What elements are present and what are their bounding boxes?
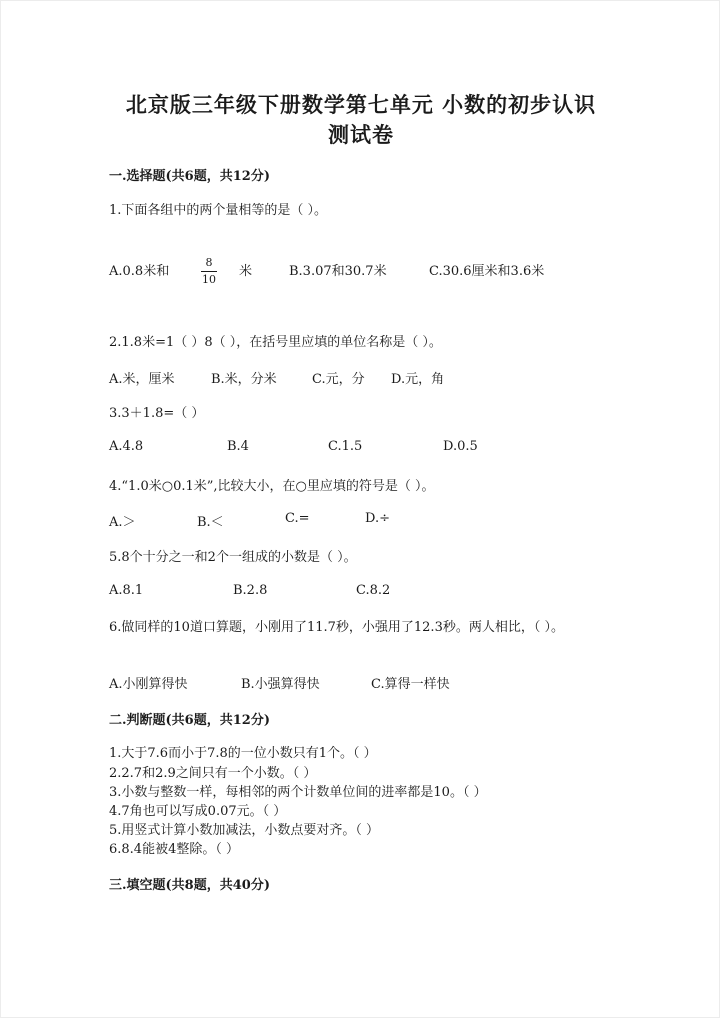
- q1-option-a-suffix: 米: [239, 264, 253, 279]
- q3-option-a: A.4.8: [109, 439, 144, 454]
- judgement-item-3: 3.小数与整数一样，每相邻的两个计数单位间的进率都是10。（ ）: [109, 785, 487, 800]
- q5-option-c: C.8.2: [356, 583, 391, 598]
- question-5-stem: 5.8个十分之一和2个一组成的小数是（ ）。: [109, 550, 357, 565]
- page-title-line2: 测试卷: [328, 122, 394, 147]
- q4-option-a: A.＞: [109, 515, 136, 530]
- q2-option-c: C.元，分: [312, 372, 365, 387]
- q3-option-d: D.0.5: [443, 439, 478, 454]
- q6-option-b: B.小强算得快: [241, 677, 320, 692]
- fraction-denominator: 10: [202, 273, 216, 286]
- q6-option-c: C.算得一样快: [371, 677, 450, 692]
- q2-option-a: A.米，厘米: [109, 372, 175, 387]
- q1-option-c: C.30.6厘米和3.6米: [429, 264, 545, 279]
- question-1-stem: 1.下面各组中的两个量相等的是（ ）。: [109, 203, 328, 218]
- q3-option-b: B.4: [227, 439, 249, 454]
- section-heading-fill-in: 三.填空题(共8题，共40分): [109, 878, 270, 893]
- fraction-eight-tenths: [201, 257, 217, 286]
- judgement-item-1: 1.大于7.6而小于7.8的一位小数只有1个。（ ）: [109, 746, 377, 761]
- q2-option-b: B.米，分米: [211, 372, 277, 387]
- q5-option-b: B.2.8: [233, 583, 268, 598]
- question-4-stem: 4.“1.0米○0.1米”,比较大小，在○里应填的符号是（ ）。: [109, 479, 435, 494]
- q3-option-c: C.1.5: [328, 439, 363, 454]
- q4-option-c: C.=: [285, 511, 310, 526]
- q5-option-a: A.8.1: [109, 583, 144, 598]
- q4-option-b: B.＜: [197, 515, 224, 530]
- page-title: 北京版三年级下册数学第七单元 小数的初步认识: [125, 92, 597, 117]
- q2-option-d: D.元，角: [391, 372, 445, 387]
- fraction-bar: [201, 271, 217, 272]
- question-3-stem: 3.3＋1.8=（ ）: [109, 406, 205, 421]
- question-2-stem: 2.1.8米=1（ ）8（ ），在括号里应填的单位名称是（ ）。: [109, 335, 442, 350]
- section-heading-judgement: 二.判断题(共6题，共12分): [109, 713, 270, 728]
- q1-option-a-prefix: A.0.8米和: [109, 264, 170, 279]
- section-heading-choice: 一.选择题(共6题，共12分): [109, 169, 270, 184]
- judgement-item-4: 4.7角也可以写成0.07元。（ ）: [109, 804, 287, 819]
- q1-option-b: B.3.07和30.7米: [289, 264, 387, 279]
- judgement-item-5: 5.用竖式计算小数加减法，小数点要对齐。（ ）: [109, 823, 380, 838]
- question-6-stem: 6.做同样的10道口算题，小刚用了11.7秒，小强用了12.3秒。两人相比，（ ）。: [109, 620, 564, 635]
- judgement-item-2: 2.2.7和2.9之间只有一个小数。（ ）: [109, 766, 317, 781]
- judgement-item-6: 6.8.4能被4整除。（ ）: [109, 842, 239, 857]
- q6-option-a: A.小刚算得快: [109, 677, 188, 692]
- q4-option-d: D.÷: [365, 511, 390, 526]
- fraction-numerator: 8: [205, 256, 213, 269]
